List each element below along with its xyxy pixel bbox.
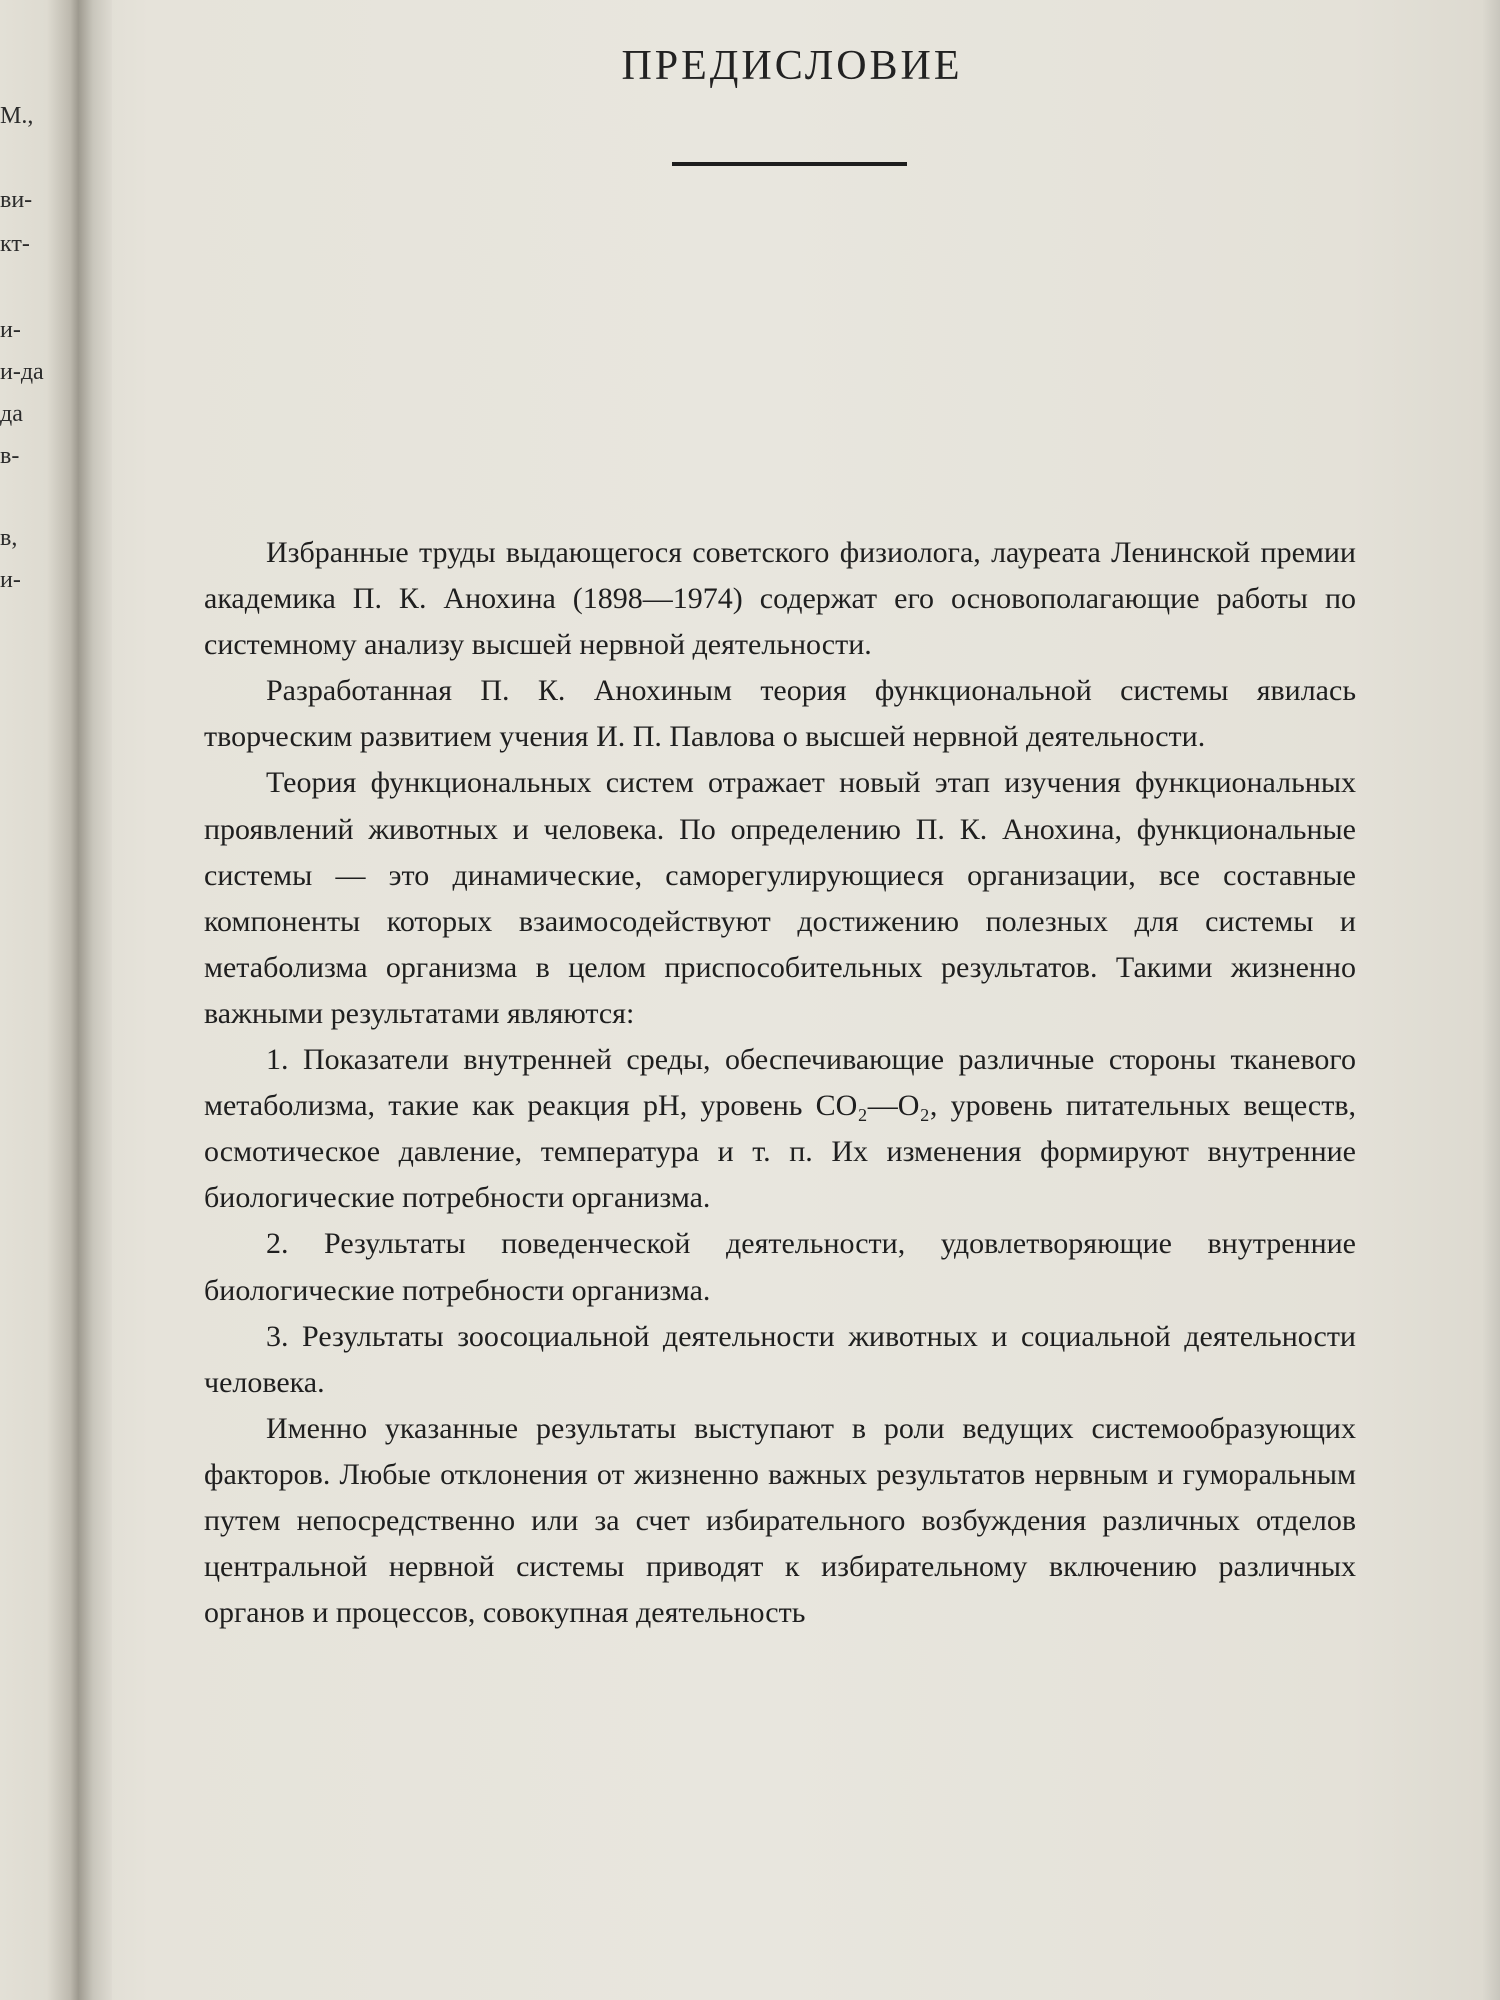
previous-page-text-fragment: да xyxy=(0,401,23,427)
previous-page-text-fragment: ви- xyxy=(0,187,33,213)
previous-page-text-fragment: и-да xyxy=(0,359,44,385)
previous-page-text-fragment: М., xyxy=(0,103,34,129)
page-edge-shadow xyxy=(1482,0,1500,2000)
book-gutter xyxy=(78,0,112,2000)
paragraph: Именно указанные результаты выступают в роли ведущих системообразующих факторов. Любые отклонения от жизненно важных результатов нервным и гуморальным путем непосредственно или за счет избирательного возбуждения различных отделов центральной нервной системы приводят к избирательному включению различных органов и процессов, совокупная деятельность xyxy=(204,1411,1356,1630)
previous-page-text-fragment: кт- xyxy=(0,231,30,257)
title-rule xyxy=(672,162,907,166)
list-item: 2. Результаты поведенческой деятельности, удовлетворяющие внутренние биологические потребности организма. xyxy=(204,1227,1356,1307)
previous-page-edge xyxy=(0,0,78,2000)
previous-page-text-fragment: и- xyxy=(0,567,21,593)
paragraph: Разработанная П. К. Анохиным теория функциональной системы явилась творческим развитием учения И. П. Павлова о высшей нервной деятельности. xyxy=(204,674,1356,754)
previous-page-text-fragment: и- xyxy=(0,317,21,343)
list-item: 3. Результаты зоосоциальной деятельности животных и социальной деятельности человека. xyxy=(204,1319,1356,1399)
book-page xyxy=(112,0,1500,2000)
paragraph: Теория функциональных систем отражает новый этап изучения функциональных проявлений животных и человека. По определению П. К. Анохина, функциональные системы — это динамические, саморегулирующиеся организации, все составные компоненты которых взаимосодействуют достижению полезных для системы и метаболизма организма в целом приспособительных результатов. Такими жизненно важными результатами являются: xyxy=(204,766,1356,1030)
previous-page-text-fragment: в, xyxy=(0,525,18,551)
previous-page-text-fragment: в- xyxy=(0,443,20,469)
paragraph: Избранные труды выдающегося советского физиолога, лауреата Ленинской премии академика П. К. Анохина (1898—1974) содержат его основополагающие работы по системному анализу высшей нервной деятельности. xyxy=(204,536,1356,662)
page-body xyxy=(204,530,1356,1636)
page-title: ПРЕДИСЛОВИЕ xyxy=(621,43,963,89)
list-item: 1. Показатели внутренней среды, обеспечивающие различные стороны тканевого метаболизма, такие как реакция pH, уровень CO₂—O₂, уровень питательных веществ, осмотическое давление, температура и т. п. Их изменения формируют внутренние биологические потребности организма. xyxy=(204,1043,1356,1215)
